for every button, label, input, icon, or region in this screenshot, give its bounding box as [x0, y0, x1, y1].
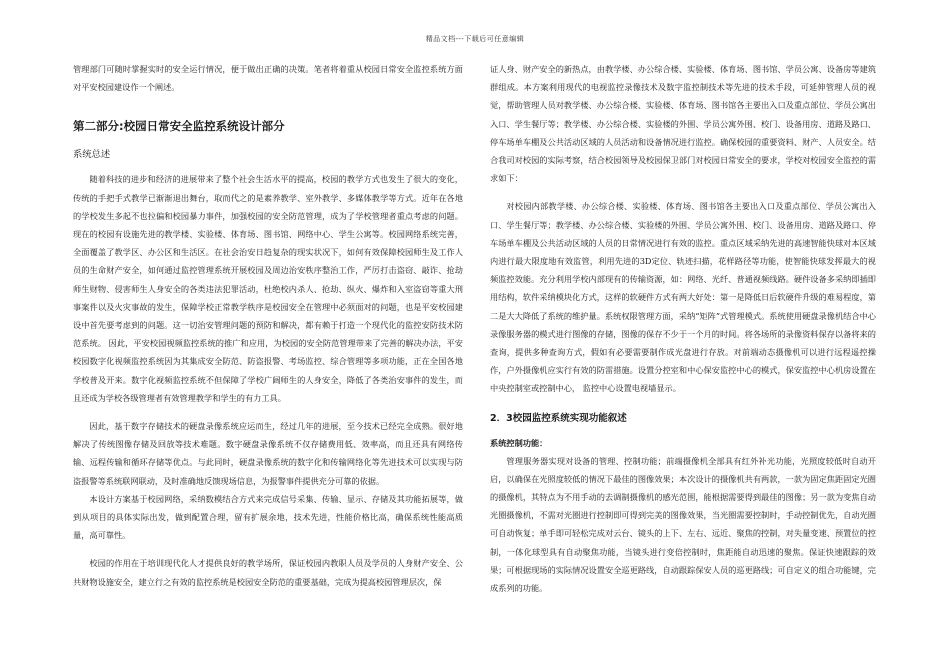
body-paragraph: 证人身、财产安全的新热点，由教学楼、办公综合楼、实验楼、体育场、图书馆、学员公寓、设备房等建筑群组成。本方案利用现代的电视监控录像技术及数字监控制技术等先进的技术手段，可延伸管理人员的视觉，帮助管理人员对教学楼、办公综合楼、实验楼、体育场、图书馆各主要出入口及重点部位、学员公寓出入口、学生餐厅等；教学楼、办公综合楼、实验楼的外围、学员公寓外围、校门、设备用房、道路及路口、停车场单车棚及公共活动区域的人员活动和设备情况进行监控。确保校园的重要资料、财产、人员安全。结合我司对校园的实际考察，结合校园领导及校园保卫部门对校园日常安全的要求，学校对校园安全监控的需求如下： [490, 64, 876, 184]
body-paragraph: 因此，基于数字存储技术的硬盘录像系统应运而生，经过几年的进展，至今技术已经完全成熟。很好地解决了传统图像存储及回放等技术难题。数字硬盘录像系统不仅存储费用低、效率高，而且还具有网络传输、远程传输和循环存储等优点。与此同时，硬盘录像系统的数字化和传输网络化等先进技术可以实现与防盗报警等系统联网联动，及时准确地反馈现场信息，为报警事件提供充分可靠的依据。 [73, 421, 463, 486]
body-paragraph: 对校园内部教学楼、办公综合楼、实验楼、体育场、图书馆各主要出入口及重点部位、学员公寓出入口、学生餐厅等；教学楼、办公综合楼、实验楼的外围、学员公寓外围、校门、设备用房、道路及路口、停车场单车棚及公共活动区域的人员的日常情况进行有效的监控。重点区域采纳先进的高速智能快球对本区域内进行最大限度地有效监管，利用先进的3D定位、轨迹扫描，花样路径等功能，使智能快球发挥最大的视频监控效能。充分利用学校内部现有的传输资源，如：网络、光纤、普通视频线路。硬件设备多采纳即插即用结构，软件采纳模块化方式，这样的软硬件方式有两大好处：第一是降低日后软硬件升级的难易程度，第二是大大降低了系统的维护量。系统权限管理方面，采纳“矩阵”式管理模式。系统使用硬盘录像机结合中心录像服务器的模式进行图像的存储，图像的保存不少于一个月的时间。将各场所的录像资料保存以备将来的查询，提供多种查询方式，假如有必要需要制作成光盘进行存放。对前端动态摄像机可以进行远程遥控操作，户外摄像机应实行有效的防雷措施。设置分控室和中心保安监控中心的模式，保安监控中心机房设置在中央控制室或控制中心， 监控中心设置电视墙显示。 [490, 201, 876, 394]
body-paragraph: 本设计方案基于校园网络，采纳数模结合方式来完成信号采集、传输、显示、存储及其功能拓展等，做到从项目的具体实际出发，做到配置合理，留有扩展余地，技术先进，性能价格比高，确保系统性能高质量，高可靠性。 [73, 493, 463, 541]
body-paragraph: 随着科技的进步和经济的进展带来了整个社会生活水平的提高，校园的教学方式也发生了很大的变化，传统的手把手式教学已渐渐退出舞台，取而代之的是素养教学、室外教学、多媒体教学等方式。近年在各地的学校发生多起不也拉偏和校园暴力事件，加强校园的安全防范管理，成为了学校管理者重点考虑的问题。现在的校园有设施先进的教学楼、实验楼、体育场、图书馆、网络中心、学生公寓等。校园网络系统完善，全面覆盖了教学区、办公区和生活区。在社会治安日趋复杂的现实状况下，如何有效保障校园师生及工作人员的生命财产安全，如何通过监控管理系统开展校园及周边治安秩序整治工作，严厉打击盗窃、敲诈、抢劫师生财物、侵害师生人身安全的各类违法犯罪活动，杜绝校内杀人、抢劫、纵火、爆炸和入室盗窃等重大刑事案件以及火灾事故的发生，保障学校正常教学秩序是校园安全在管理中必须面对的问题，也是平安校园建设中首先要考虑到的问题。这一切治安管理问题的预防和解决，都有赖于打造一个现代化的监控安防技术防范系统。 因此，平安校园视频监控系统的推广和应用，为校园的安全防范管理带来了完善的解决办法，平安校园数字化视频监控系统因为其集成安全防范、防盗报警、考场监控、综合管理等多项功能，正在全国各地学校普及开来。数字化视频监控系统不但保障了学校广阔师生的人身安全，降低了各类治安事件的发生，而且还成为学校各级管理者有效管理教学和学生的有力工具。 [73, 174, 463, 403]
left-column [73, 60, 463, 591]
part-title: 第二部分:校园日常安全监控系统设计部分 [73, 119, 285, 134]
subsection-title: 2．3校园监控系统实现功能叙述 [490, 412, 627, 424]
page-header: 精品文档---下载后可任意编辑 [425, 35, 525, 43]
section-title: 系统总述 [73, 149, 111, 161]
right-column [490, 60, 876, 597]
intro-paragraph: 管理部门可随时掌握实时的安全运行情况，便于做出正确的决策。笔者将着重从校园日常安全监控系统方面对平安校园建设作一个阐述。 [73, 64, 463, 93]
body-paragraph: 管理服务器实现对设备的管理、控制功能；前端摄像机全部具有红外补光功能，光照度较低时自动开启，以确保在光照度较低的情况下最佳的图像效果；本次设计的摄像机共有两款，一款为固定焦距固定光圈的摄像机，其特点为不用手动的去调制摄像机的感光范围，能根据需要得到最佳的图像；另一款为变焦自动光圈摄像机，不需对光圈进行控制即可得到完美的图像效果，当光圈需要控制时，手动控制优先，自动光圈可自动恢复；单手即可轻松完成对云台、镜头的上下、左右、远近、聚焦的控制，对失量变速、预置位的控制，一体化球型具有自动聚焦功能，当镜头进行变倍控制时，焦距能自动迅速的聚焦。保证快速跟踪的效果；可根据现场的实际情况设置安全巡更路线，自动跟踪保安人员的巡更路线；可自定义的组合功能键，完成系列的功能。 [490, 455, 876, 594]
minor-heading: 系统控制功能： [490, 437, 548, 448]
body-paragraph: 校园的作用在于培训现代化人才提供良好的教学场所，保证校园内教职人员及学员的人身财产安全、公共财物设施安全，建立行之有效的监控系统是校园安全防范的重要基础，完成为提高校园管理层次，保 [73, 558, 463, 587]
